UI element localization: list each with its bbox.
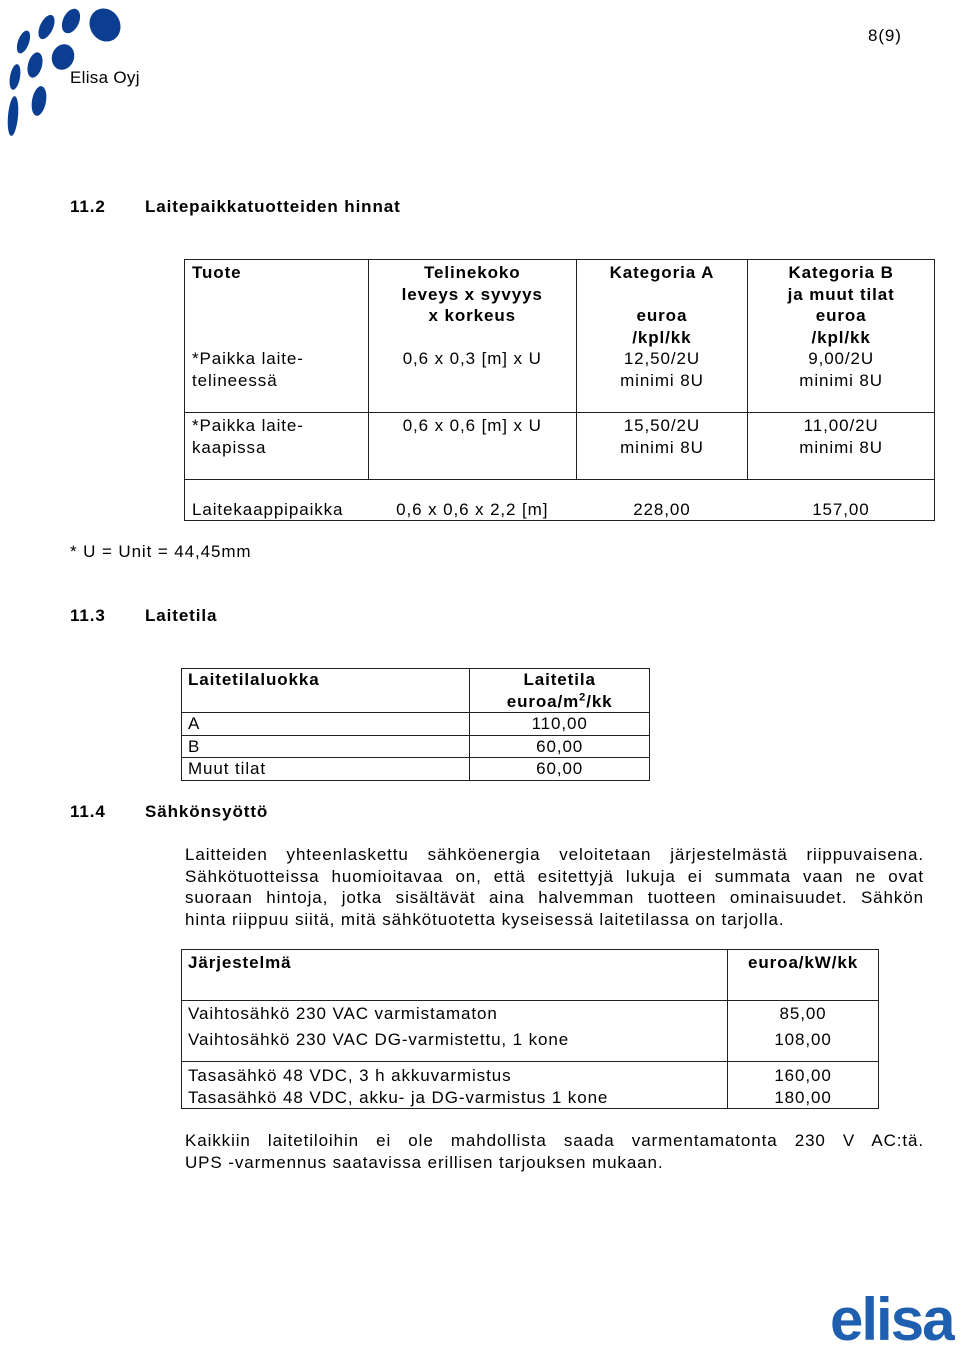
header-cat-b-line: /kpl/kk: [811, 327, 871, 347]
header-space-price-sup: 2: [579, 690, 587, 703]
header-power-price: euroa/kW/kk: [748, 953, 859, 972]
table-row: [182, 735, 650, 758]
elisa-wordmark-logo: [830, 1280, 955, 1350]
section-11-3-title: Laitetila: [145, 606, 218, 625]
header-product: Tuote: [192, 263, 242, 282]
header-space-price-line1: Laitetila: [523, 670, 596, 689]
header-size-line: leveys x syvyys: [401, 284, 543, 304]
space-class: B: [188, 736, 201, 756]
header-cat-a-line: euroa: [636, 306, 688, 325]
paragraph-line: Sähkötuotteissa huomioitavaa on, että esitettyjä lukuja ei summata vaan ne ovat: [185, 866, 924, 886]
system-name: Tasasähkö 48 VDC, 3 h akkuvarmistus: [188, 1066, 512, 1085]
product-line: kaapissa: [192, 437, 267, 457]
table-row: [182, 758, 650, 781]
section-11-4-title: Sähkönsyöttö: [145, 802, 269, 821]
header-cat-b-line: Kategoria B: [788, 263, 894, 282]
size-value: 0,6 x 0,3 [m] x U: [402, 349, 542, 368]
space-class: Muut tilat: [188, 759, 266, 778]
section-11-2-title: Laitepaikkatuotteiden hinnat: [145, 197, 401, 216]
system-name: Vaihtosähkö 230 VAC DG-varmistettu, 1 kone: [188, 1030, 570, 1049]
product-line: telineessä: [192, 370, 278, 390]
elisa-logo-icon: [830, 1280, 955, 1350]
cat-b-value: 157,00: [812, 499, 870, 519]
table-row: [182, 713, 650, 736]
header-system: Järjestelmä: [188, 953, 292, 972]
cat-a-value: 12,50/2U: [623, 349, 701, 368]
power-group-2: [182, 1062, 879, 1109]
space-price: 60,00: [536, 736, 584, 756]
system-name: Vaihtosähkö 230 VAC varmistamaton: [188, 1004, 498, 1023]
closing-line: UPS -varmennus saatavissa erillisen tarjouksen mukaan.: [185, 1152, 664, 1172]
header-cat-a-spacer: [577, 284, 748, 306]
power-table-header-row: [182, 950, 879, 1001]
cat-a-minimum: minimi 8U: [620, 370, 704, 390]
space-table-header-row: [182, 669, 650, 713]
size-value: 0,6 x 0,6 [m] x U: [402, 416, 542, 435]
header-cat-b-line: ja muut tilat: [787, 284, 895, 304]
power-paragraph: [185, 844, 924, 930]
system-price: 180,00: [774, 1087, 832, 1107]
header-space-class: Laitetilaluokka: [188, 670, 320, 689]
system-price: 160,00: [774, 1066, 832, 1085]
paragraph-line: Laitteiden yhteenlaskettu sähköenergia veloitetaan järjestelmästä riippuvaisena.: [185, 845, 924, 864]
paragraph-line: suoraan hintoja, jotka sisältävät aina halvemman tuotteen ominaisuudet. Sähkön: [185, 888, 924, 907]
header-space-price-pre: euroa/m: [506, 691, 580, 711]
system-price: 108,00: [774, 1030, 832, 1049]
price-table: [184, 259, 935, 521]
header-size-line: Telinekoko: [423, 263, 521, 282]
power-group-1: [182, 1001, 879, 1062]
header-cat-a-line: Kategoria A: [609, 263, 715, 282]
page-number: 8(9): [868, 26, 902, 45]
cat-b-value: 11,00/2U: [803, 416, 879, 435]
header-space-price-line2: [476, 691, 643, 713]
table-row: [185, 348, 935, 413]
header-cat-b-line: euroa: [815, 306, 867, 325]
elisa-logo-text: elisa: [830, 1286, 954, 1350]
price-table-header-row: [185, 260, 935, 349]
closing-line: Kaikkiin laitetiloihin ei ole mahdollista saada varmentamatonta 230 V AC:tä.: [185, 1131, 924, 1150]
product-line: *Paikka laite-: [192, 349, 304, 368]
space-class: A: [188, 714, 201, 733]
section-11-4-number: 11.4: [70, 802, 106, 821]
header-space-price-post: /kk: [586, 691, 613, 711]
cat-b-minimum: minimi 8U: [799, 370, 883, 390]
paragraph-line: hinta riippuu siitä, mitä sähkötuotetta kyseisessä laitetilassa on tarjolla.: [185, 909, 785, 929]
header-size-line: x korkeus: [428, 306, 516, 325]
section-11-2-number: 11.2: [70, 197, 106, 216]
table-row: [185, 480, 935, 521]
equipment-space-table: [181, 668, 650, 781]
cat-b-minimum: minimi 8U: [799, 437, 883, 457]
section-11-3-number: 11.3: [70, 606, 106, 625]
system-price: 85,00: [779, 1004, 827, 1023]
cat-a-value: 228,00: [633, 499, 691, 519]
product-line: Laitekaappipaikka: [192, 499, 344, 519]
company-name: Elisa Oyj: [70, 68, 140, 87]
unit-footnote: * U = Unit = 44,45mm: [70, 542, 252, 561]
cat-b-value: 9,00/2U: [808, 349, 875, 368]
size-value: 0,6 x 0,6 x 2,2 [m]: [396, 499, 549, 519]
power-table: [181, 949, 879, 1109]
header-cat-a-line: /kpl/kk: [632, 327, 692, 347]
table-row: [185, 413, 935, 480]
space-price: 60,00: [536, 759, 584, 778]
product-line: *Paikka laite-: [192, 416, 304, 435]
system-name: Tasasähkö 48 VDC, akku- ja DG-varmistus 1 kone: [188, 1087, 609, 1107]
space-price: 110,00: [531, 714, 588, 733]
cat-a-minimum: minimi 8U: [620, 437, 704, 457]
cat-a-value: 15,50/2U: [623, 416, 701, 435]
closing-paragraph: [185, 1130, 924, 1173]
